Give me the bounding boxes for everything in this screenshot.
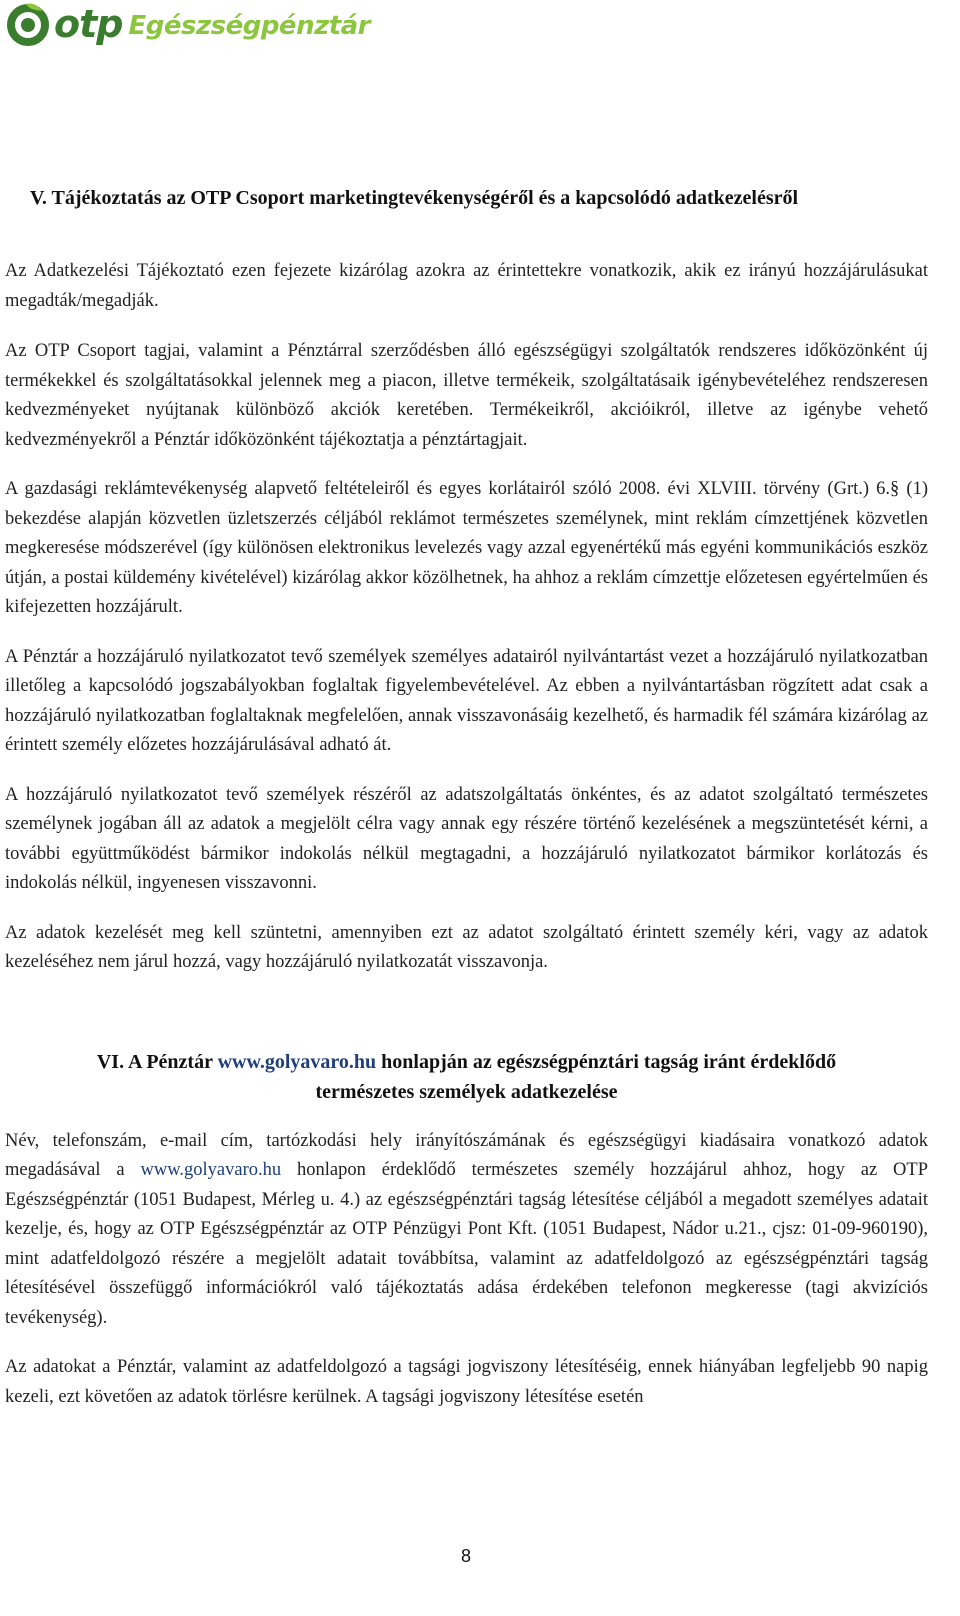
section-5-heading: V. Tájékoztatás az OTP Csoport marketingtevékenységéről és a kapcsolódó adatkezelésről xyxy=(30,187,799,209)
section-6-paragraph: Az adatokat a Pénztár, valamint az adatfeldolgozó a tagsági jogviszony létesítéséig, ennek hiányában legfeljebb 90 napig kezeli, ezt követően az adatok törlésre kerülnek. A tagsági jogviszony létesítése esetén xyxy=(5,1357,928,1407)
section-5-paragraph: A hozzájáruló nyilatkozatot tevő személyek részéről az adatszolgáltatás önkéntes, és az adatot szolgáltató természetes személynek jogában áll az adatok a megjelölt célra vagy annak egy részére történő kezelésének a megszüntetését kérni, a további együttműködést bármikor indokolás nélkül megtagadni, a hozzájáruló nyilatkozatot bármikor korlátozás és indokolás nélkül, ingyenesen visszavonni. xyxy=(5,784,928,893)
document-body xyxy=(5,184,928,1412)
section-6-heading-line2: természetes személyek adatkezelése xyxy=(315,1080,618,1103)
paragraph-text: honlapon érdeklődő természetes személy hozzájárul ahhoz, hogy az OTP Egészségpénztár (1051 Budapest, Mérleg u. 4.) az egészségpénztári tagság létesítése céljából a megadott személyes adatait kezelje, és, hogy az OTP Egészségpénztár az OTP Pénzügyi Pont Kft. (1051 Budapest, Nádor u.21., cjsz: 01-09-960190), mint adatfeldolgozó részére a megjelölt adatait továbbítsa, valamint az adatfeldolgozó az egészségpénztári tagság létesítésével összefüggő információkról való tájékoztatás adása érdekében telefonon megkeresse (tagi akvizíciós tevékenység). xyxy=(5,1160,928,1328)
section-6-heading-prefix: VI. A Pénztár xyxy=(96,1050,218,1073)
section-6-paragraph xyxy=(5,1127,928,1334)
paragraph-text: Név, telefonszám, e-mail cím, tartózkodási hely irányítószámának és egészségügyi kiadásaira vonatkozó adatok megadásával a xyxy=(5,1130,928,1180)
section-5-paragraph: Az Adatkezelési Tájékoztató ezen fejezete kizárólag azokra az érintettekre vonatkozik, akik ez irányú hozzájárulásukat megadták/megadják. xyxy=(5,261,928,311)
section-6-heading xyxy=(5,1047,928,1107)
otp-logo-mark-icon xyxy=(6,2,50,46)
logo-name-text: Egészségpénztár xyxy=(128,11,371,41)
golyavaro-heading-link[interactable]: www.golyavaro.hu xyxy=(217,1050,377,1073)
logo-brand-text: otp xyxy=(54,2,123,46)
section-5-paragraph: Az adatok kezelését meg kell szüntetni, amennyiben ezt az adatot szolgáltató érintett személy kéri, vagy az adatok kezeléséhez nem járul hozzá, vagy hozzájáruló nyilatkozatát visszavonja. xyxy=(5,922,928,972)
golyavaro-link[interactable]: www.golyavaro.hu xyxy=(140,1160,282,1180)
section-5-paragraph: A Pénztár a hozzájáruló nyilatkozatot tevő személyek személyes adatairól nyilvántartást vezet a hozzájáruló nyilatkozatban illetőleg a kapcsolódó jogszabályokban foglaltak figyelembevételével. Az ebben a nyilvántartásban rögzített adat csak a hozzájáruló nyilatkozatban foglaltaknak megfelelően, annak visszavonásáig kezelhető, és harmadik fél számára kizárólag az érintett személy előzetes hozzájárulásával adható át. xyxy=(5,646,928,755)
otp-egeszsegpenztar-logo xyxy=(6,2,370,46)
section-5-paragraph: Az OTP Csoport tagjai, valamint a Pénztárral szerződésben álló egészségügyi szolgáltatók rendszeres időközönként új termékekkel és szolgáltatásokkal jelennek meg a piacon, illetve termékeik, szolgáltatásaik igénybevételéhez rendszeresen kedvezményeket nyújtanak különböző akciók keretében. Termékeikről, akcióikról, illetve az igénybe vehető kedvezményekről a Pénztár időközönként tájékoztatja a pénztártagjait. xyxy=(5,341,928,450)
section-6-heading-suffix: honlapján az egészségpénztári tagság iránt érdeklődő xyxy=(376,1050,837,1073)
section-5-paragraph: A gazdasági reklámtevékenység alapvető feltételeiről és egyes korlátairól szóló 2008. évi XLVIII. törvény (Grt.) 6.§ (1) bekezdése alapján közvetlen üzletszerzés céljából reklámot természetes személynek, mint reklám címzettjének közvetlen megkeresése módszerével (így különösen elektronikus levelezés vagy azzal egyenértékű más egyéni kommunikációs eszköz útján, a postai küldemény kivételével) kizárólag akkor közölhetnek, ha ahhoz a reklám címzettje előzetesen egyértelműen és kifejezetten hozzájárult. xyxy=(5,479,928,617)
page-number: 8 xyxy=(460,1546,471,1566)
